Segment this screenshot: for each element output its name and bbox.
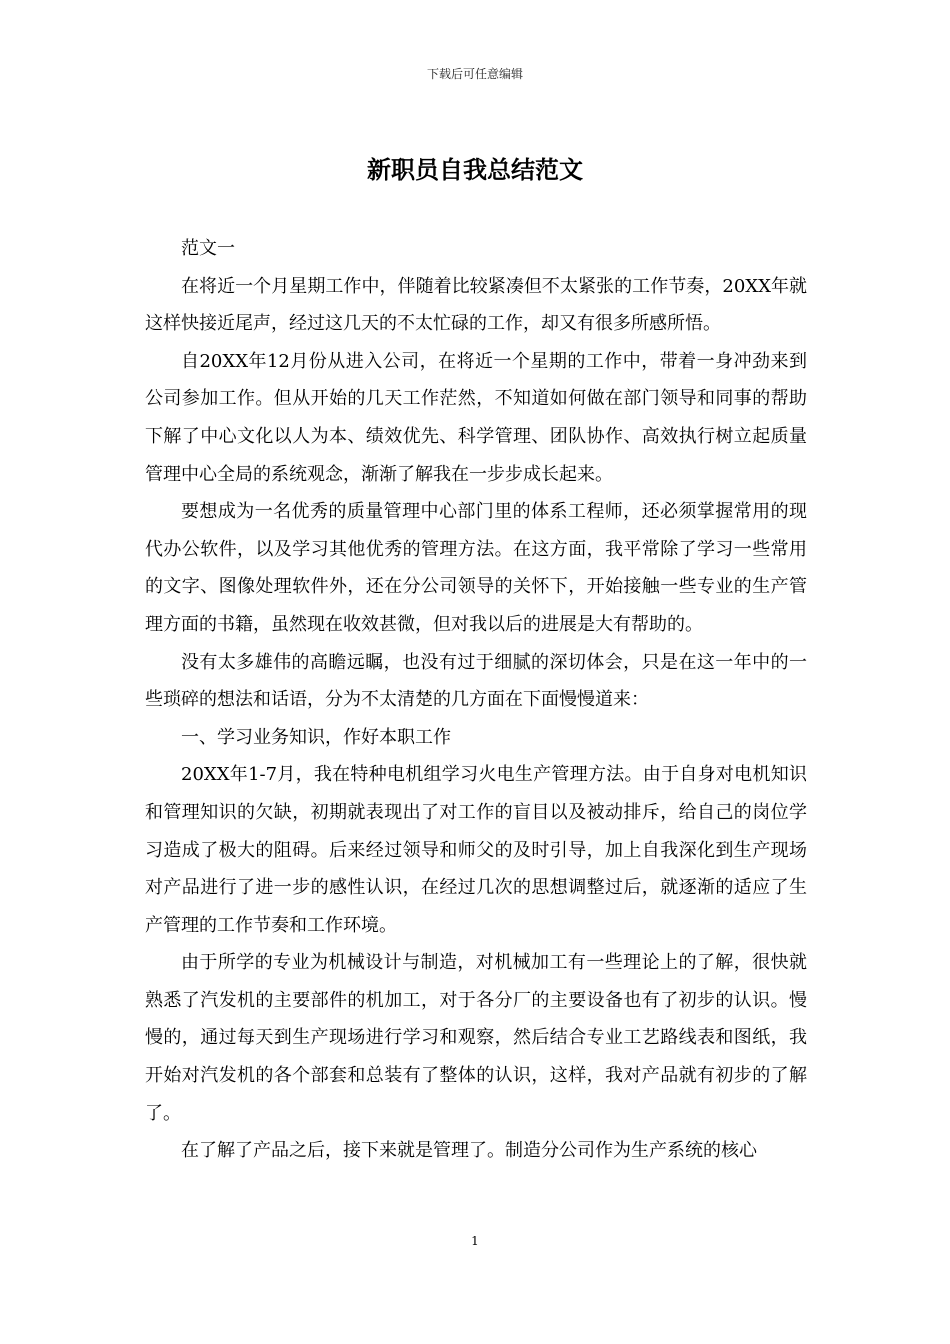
paragraph-section-label: 范文一	[181, 238, 235, 259]
paragraph: 在了解了产品之后，接下来就是管理了。制造分公司作为生产系统的核心	[181, 1140, 757, 1162]
page-number: 1	[471, 1234, 479, 1248]
paragraph: 没有太多雄伟的高瞻远瞩，也没有过于细腻的深切体会，只是在这一年中的一些琐碎的想法和话语，分为不太清楚的几方面在下面慢慢道来：	[145, 651, 807, 711]
paragraph: 自20XX年12月份从进入公司，在将近一个星期的工作中，带着一身冲劲来到公司参加工作。但从开始的几天工作茫然，不知道如何做在部门领导和同事的帮助下解了中心文化以人为本、绩效优先、科学管理、团队协作、高效执行树立起质量管理中心全局的系统观念，渐渐了解我在一步步成长起来。	[145, 350, 807, 485]
header-note: 下载后可任意编辑	[426, 67, 523, 81]
document-body	[145, 230, 807, 1170]
paragraph: 20XX年1-7月，我在特种电机组学习火电生产管理方法。由于自身对电机知识和管理知识的欠缺，初期就表现出了对工作的盲目以及被动排斥，给自己的岗位学习造成了极大的阻碍。后来经过领导和师父的及时引导，加上自我深化到生产现场对产品进行了进一步的感性认识，在经过几次的思想调整过后，就逐渐的适应了生产管理的工作节奏和工作环境。	[145, 764, 807, 936]
paragraph: 在将近一个月星期工作中，伴随着比较紧凑但不太紧张的工作节奏，20XX年就这样快接近尾声，经过这几天的不太忙碌的工作，却又有很多所感所悟。	[145, 275, 807, 335]
section-heading: 一、学习业务知识，作好本职工作	[181, 726, 451, 748]
paragraph: 由于所学的专业为机械设计与制造，对机械加工有一些理论上的了解，很快就熟悉了汽发机的主要部件的机加工，对于各分厂的主要设备也有了初步的认识。慢慢的，通过每天到生产现场进行学习和观察，然后结合专业工艺路线表和图纸，我开始对汽发机的各个部套和总装有了整体的认识，这样，我对产品就有初步的了解了。	[145, 952, 807, 1124]
page-title: 新职员自我总结范文	[367, 156, 583, 184]
paragraph: 要想成为一名优秀的质量管理中心部门里的体系工程师，还必须掌握常用的现代办公软件，以及学习其他优秀的管理方法。在这方面，我平常除了学习一些常用的文字、图像处理软件外，还在分公司领导的关怀下，开始接触一些专业的生产管理方面的书籍，虽然现在收效甚微，但对我以后的进展是大有帮助的。	[145, 501, 807, 635]
